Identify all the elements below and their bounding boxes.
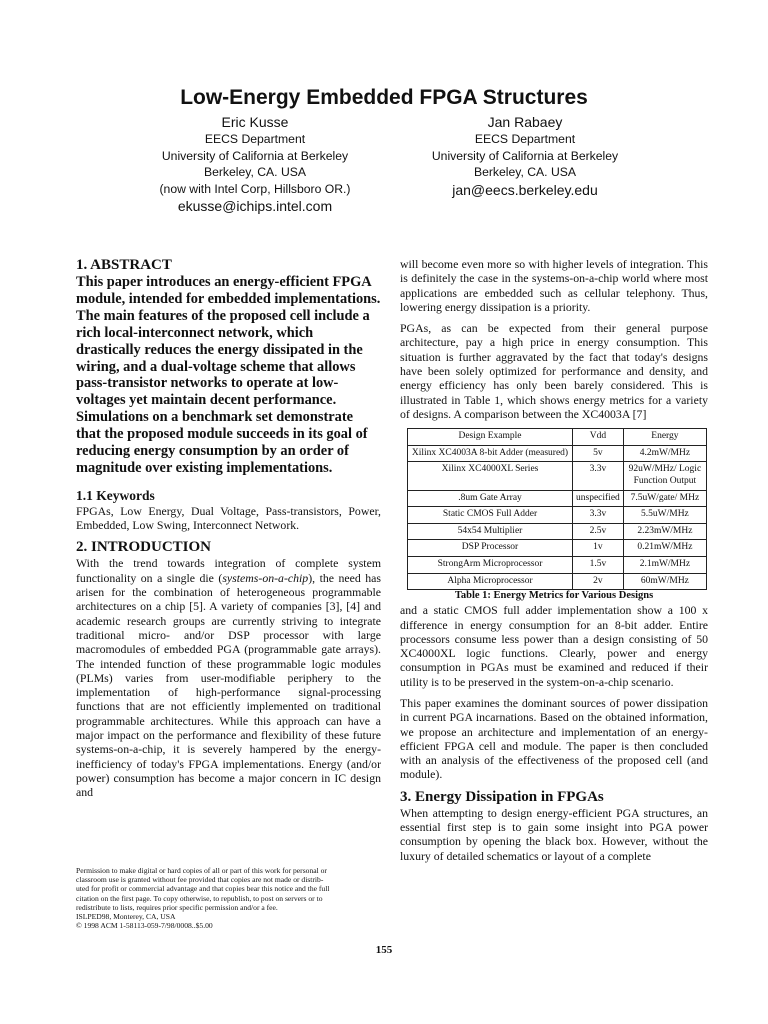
copyright-footnote <box>76 866 381 930</box>
table-header-cell: Vdd <box>573 429 624 446</box>
author-block-kusse <box>130 114 380 216</box>
author-affiliation-line: Berkeley, CA. USA <box>473 165 577 179</box>
table-header-cell: Design Example <box>408 429 573 446</box>
table-cell: DSP Processor <box>408 540 573 557</box>
table-cell: unspecified <box>573 490 624 507</box>
footnote-line: ISLPED98, Monterey, CA, USA <box>76 912 176 922</box>
table-cell: StrongArm Microprocessor <box>408 557 573 574</box>
table-cell: 4.2mW/MHz <box>623 445 706 462</box>
table-cell: 2.23mW/MHz <box>623 523 706 540</box>
table-cell: 2.5v <box>573 523 624 540</box>
intro-text-segment: With the trend towards integration of complete system functionality on a single die ( <box>76 556 381 585</box>
author-affiliation-line: University of California at Berkeley <box>161 148 349 163</box>
footnote-line: © 1998 ACM 1-58113-059-7/98/0008..$5.00 <box>76 921 213 931</box>
table-row <box>408 523 707 540</box>
keywords-text: FPGAs, Low Energy, Dual Voltage, Pass-transistors, Power, Embedded, Low Swing, Interconnect Network. <box>76 503 381 533</box>
table-cell: 5.5uW/MHz <box>623 507 706 524</box>
table-cell: 60mW/MHz <box>623 573 706 590</box>
section3-heading: 3. Energy Dissipation in FPGAs <box>400 788 604 805</box>
table-cell: 7.5uW/gate/ MHz <box>623 490 706 507</box>
left-column <box>76 257 381 807</box>
table-cell: 2.1mW/MHz <box>623 557 706 574</box>
body-paragraph: This paper examines the dominant sources of power dissipation in current PGA incarnations. Based on the obtained information, we propose an architecture and implementation of an energy-efficient FPGA cell and module. The paper is then concluded with an analysis of the effectiveness of the proposed cell (and module). <box>400 695 708 782</box>
table-cell: 3.3v <box>573 507 624 524</box>
table-row <box>408 445 707 462</box>
author-affiliation-line: EECS Department <box>474 132 576 146</box>
abstract-text: This paper introduces an energy-efficient FPGA module, intended for embedded implementations. The main features of the proposed cell include a rich local-interconnect network, which drastically reduces the energy dissipated in the wiring, and a dual-voltage scheme that allows pass-transistor networks to operate at low-voltages yet maintain decent performance. Simulations on a benchmark set demonstrate that the proposed module succeeds in its goal of reducing energy consumption by an order of magnitude over existing implementations. <box>76 274 381 476</box>
footnote-line: uted for profit or commercial advantage and that copies bear this notice and the full <box>76 884 330 894</box>
table-row <box>408 573 707 590</box>
table-row <box>408 507 707 524</box>
author-affiliation-line: (now with Intel Corp, Hillsboro OR.) <box>159 181 351 196</box>
introduction-text <box>76 556 381 799</box>
table-cell: 3.3v <box>573 462 624 490</box>
table-cell: Alpha Microprocessor <box>408 573 573 590</box>
footnote-line: redistribute to lists, requires prior specific permission and/or a fee. <box>76 902 278 912</box>
table-cell: Xilinx XC4003A 8-bit Adder (measured) <box>408 445 573 462</box>
table-row <box>408 557 707 574</box>
body-paragraph: and a static CMOS full adder implementation show a 100 x difference in energy consumption for an 8-bit adder. Entire processors consume less power than a design consisting of 50 XC4000XL logic functions. Clearly, power and energy consumption in PGAs must be examined and reduced if their utility is to be preserved in the system-on-a-chip scenario. <box>400 603 708 689</box>
body-paragraph: will become even more so with higher levels of integration. This is definitely the case in the systems-on-a-chip world where most applications are embedded such as cellular telephony. Thus, lowering energy dissipation is a priority. <box>400 257 708 314</box>
table-cell: 92uW/MHz/ Logic Function Output <box>623 462 706 490</box>
table-cell: Static CMOS Full Adder <box>408 507 573 524</box>
intro-emphasis: systems-on-a-chip <box>222 570 309 585</box>
abstract-heading: 1. ABSTRACT <box>76 257 172 273</box>
body-paragraph: PGAs, as can be expected from their general purpose architecture, pay a high price in energy consumption. This situation is further aggravated by the fact that today's designs have been solely optimized for performance and density, and energy efficiency has only been barely considered. This is illustrated in Table 1, which shows energy metrics for a variety of designs. A comparison between the XC4003A [7] <box>400 321 708 421</box>
section3-text: When attempting to design energy-efficient PGA structures, an essential first step is to gain some insight into PGA power consumption by opening the black box. However, without the luxury of detailed schematics or layout of a complete <box>400 805 708 863</box>
keywords-heading: 1.1 Keywords <box>76 487 155 503</box>
author-name: Eric Kusse <box>221 114 289 130</box>
table-row <box>408 462 707 490</box>
table-cell: 54x54 Multiplier <box>408 523 573 540</box>
author-affiliation-line: University of California at Berkeley <box>431 148 619 163</box>
table-cell: 1v <box>573 540 624 557</box>
table-row <box>408 540 707 557</box>
table-cell: Xilinx XC4000XL Series <box>408 462 573 490</box>
table-caption: Table 1: Energy Metrics for Various Designs <box>454 590 654 602</box>
table-row <box>408 490 707 507</box>
table-cell: 1.5v <box>573 557 624 574</box>
footnote-line: classroom use is granted without fee provided that copies are not made or distrib- <box>76 875 324 885</box>
author-email[interactable]: ekusse@ichips.intel.com <box>177 198 333 214</box>
author-block-rabaey <box>400 114 650 200</box>
right-column <box>400 257 708 870</box>
footnote-line: Permission to make digital or hard copies of all or part of this work for personal or <box>76 866 327 875</box>
table-header-cell: Energy <box>623 429 706 446</box>
introduction-heading: 2. INTRODUCTION <box>76 539 212 556</box>
table-cell: .8um Gate Array <box>408 490 573 507</box>
energy-metrics-table <box>407 428 707 590</box>
author-affiliation-line: EECS Department <box>204 132 306 146</box>
table-header-row <box>408 429 707 446</box>
author-email[interactable]: jan@eecs.berkeley.edu <box>452 181 598 198</box>
paper-title: Low-Energy Embedded FPGA Structures <box>180 86 588 109</box>
footnote-line: citation on the first page. To copy otherwise, to republish, to post on servers or to <box>76 893 323 903</box>
page-number: 155 <box>375 944 393 956</box>
table-cell: 2v <box>573 573 624 590</box>
author-affiliation-line: Berkeley, CA. USA <box>203 165 307 179</box>
table-cell: 5v <box>573 445 624 462</box>
intro-text-segment: ), the need has arisen for the combination of heterogeneous programmable architectures on a chip [5]. A variety of companies [3], [4] and academic research groups are currently striving to integrate traditional micro- and/or DSP processor with large macromodules of embedded PGA (programmable gate arrays). The intended function of these programmable logic modules (PLMs) varies from user-modifiable periphery to the implementation of high-performance signal-processing functions that are not efficiently implemented on traditional programmable architectures. While this approach can have a major impact on the performance and flexibility of these future systems-on-a-chip, it is severely hampered by the energy-inefficiency of today's FPGA implementations. Energy (and/or power) consumption has become a major concern in IC design and <box>76 570 381 800</box>
author-name: Jan Rabaey <box>487 114 563 130</box>
table-cell: 0.21mW/MHz <box>623 540 706 557</box>
